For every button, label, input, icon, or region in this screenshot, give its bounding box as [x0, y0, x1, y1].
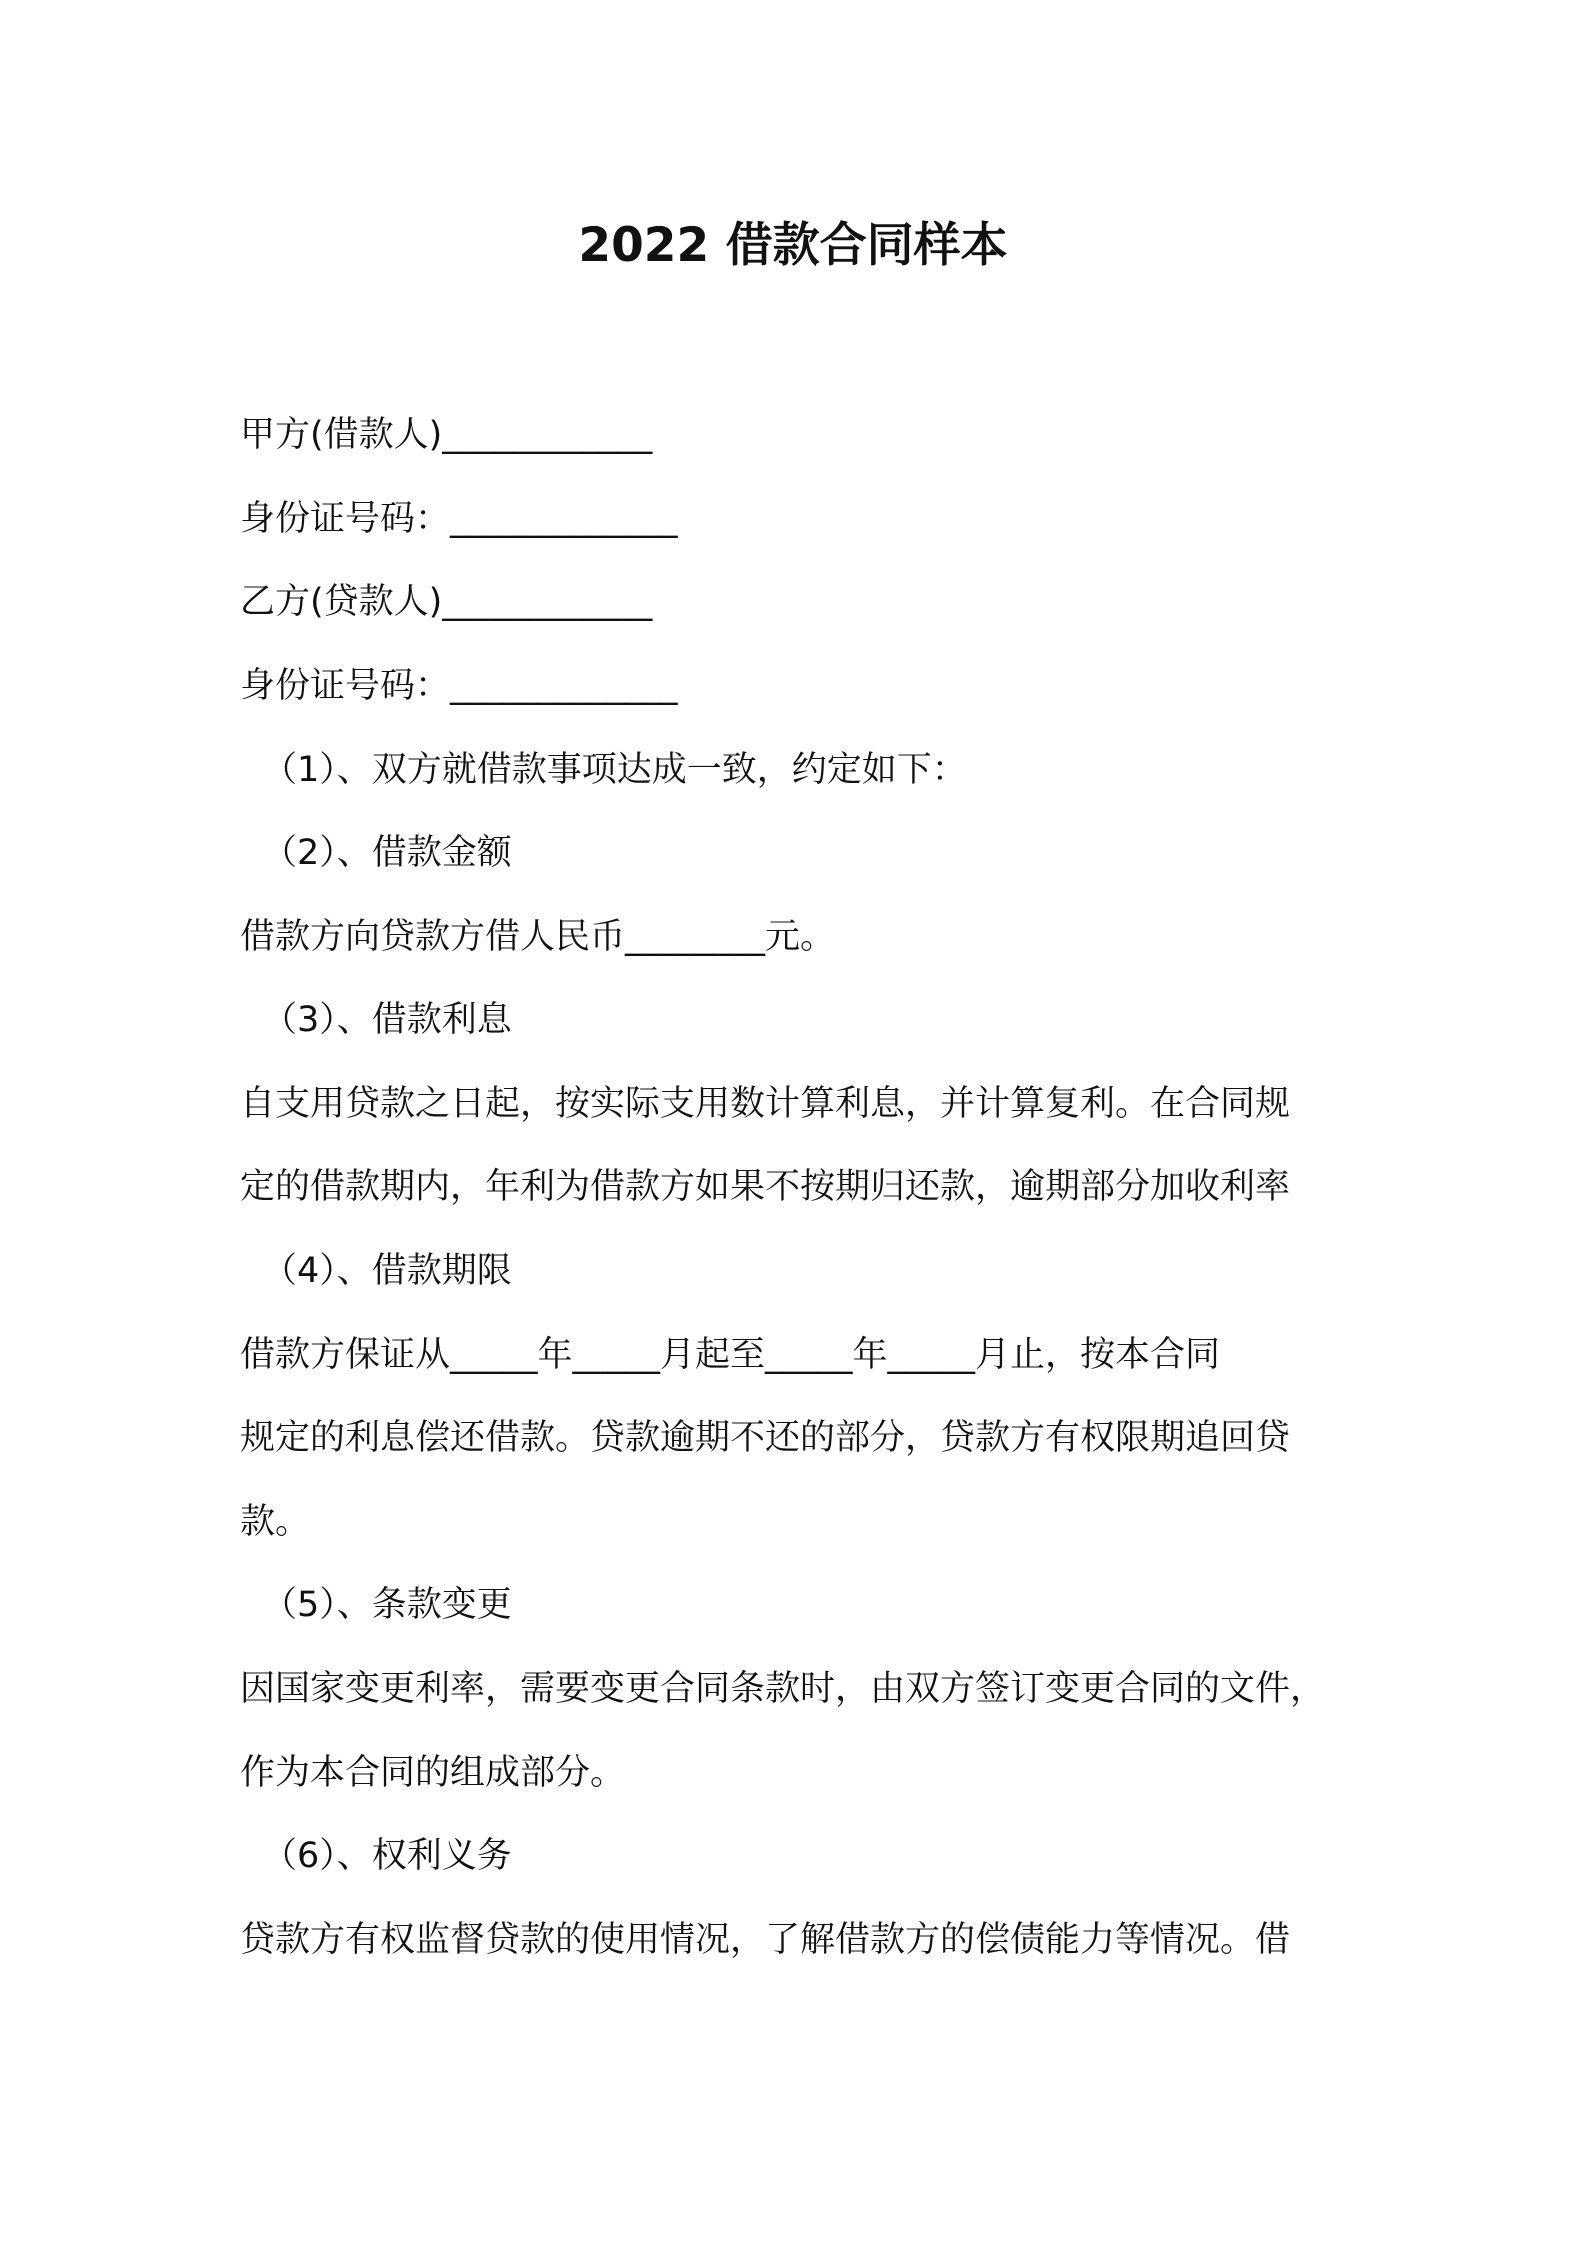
clause-heading-5: （5）、条款变更	[262, 1585, 512, 1625]
party-a-line: 甲方(借款人)____________	[240, 415, 653, 455]
body-line: 借款方向贷款方借人民币________元。	[240, 917, 836, 957]
body-line: 作为本合同的组成部分。	[240, 1753, 626, 1793]
body-line: 规定的利息偿还借款。贷款逾期不还的部分，贷款方有权限期追回贷	[240, 1418, 1291, 1458]
body-line: 贷款方有权监督贷款的使用情况，了解借款方的偿债能力等情况。借	[240, 1920, 1291, 1960]
body-line: 因国家变更利率，需要变更合同条款时，由双方签订变更合同的文件，	[240, 1669, 1326, 1709]
body-line: 定的借款期内，年利为借款方如果不按期归还款，逾期部分加收利率	[240, 1167, 1291, 1207]
clause-heading-2: （2）、借款金额	[262, 833, 512, 873]
id-number-line-b: 身份证号码：_____________	[240, 666, 678, 706]
document-title: 2022 借款合同样本	[578, 218, 1008, 273]
party-b-line: 乙方(贷款人)____________	[240, 582, 653, 622]
id-number-line-a: 身份证号码：_____________	[240, 499, 678, 539]
body-line: 自支用贷款之日起，按实际支用数计算利息，并计算复利。在合同规	[240, 1084, 1291, 1124]
body-line: 款。	[240, 1502, 311, 1542]
clause-heading-6: （6）、权利义务	[262, 1836, 512, 1876]
body-line: 借款方保证从_____年_____月起至_____年_____月止，按本合同	[240, 1335, 1221, 1375]
clause-heading-3: （3）、借款利息	[262, 1000, 512, 1040]
clause-heading-4: （4）、借款期限	[262, 1251, 512, 1291]
clause-heading-1: （1）、双方就借款事项达成一致，约定如下：	[262, 750, 967, 790]
